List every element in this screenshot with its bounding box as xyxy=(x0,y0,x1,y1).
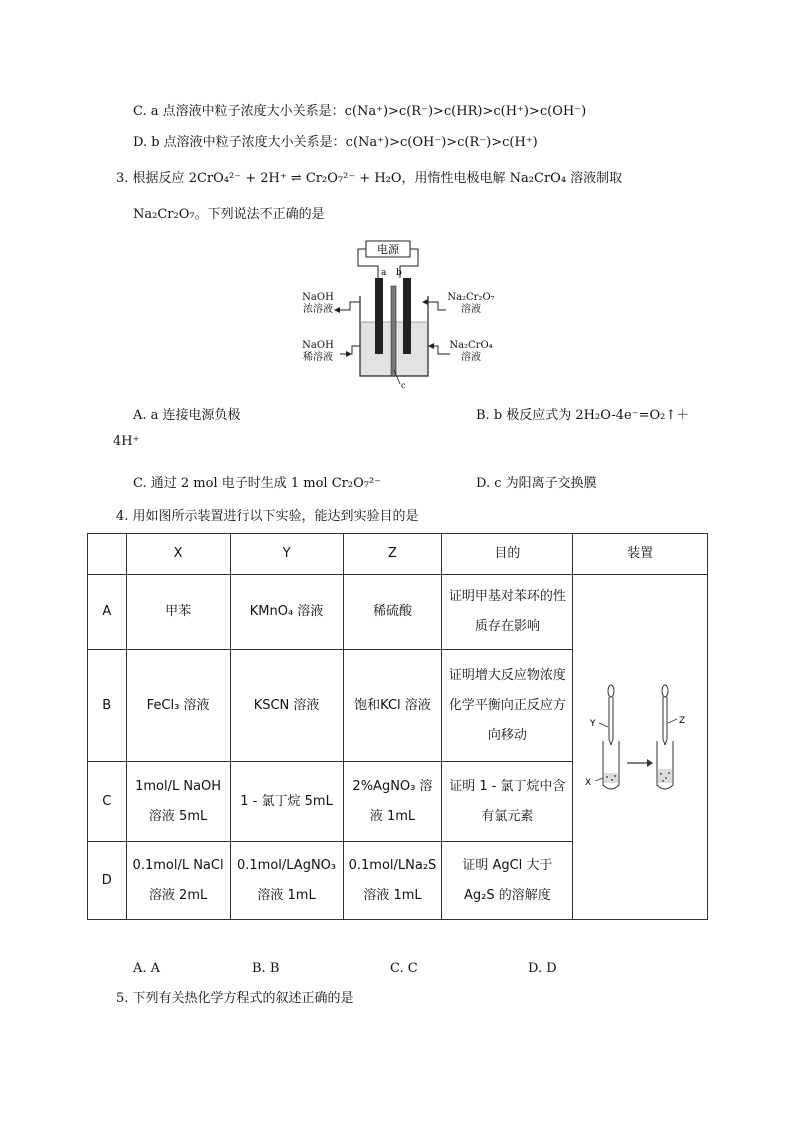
q4-header-y: Y xyxy=(230,534,343,575)
naoh-dilute-desc: 稀溶液 xyxy=(303,352,333,363)
naoh-conc-desc: 浓溶液 xyxy=(303,304,333,315)
table-row xyxy=(88,575,708,650)
power-label: 电源 xyxy=(377,243,399,256)
q4-device-cell xyxy=(573,575,708,920)
q4-answer-b: B. B xyxy=(252,961,280,976)
electrode-b-label: b xyxy=(396,268,402,278)
q4-row-a-y: KMnO₄ 溶液 xyxy=(230,575,343,650)
q4-header-device: 装置 xyxy=(573,534,708,575)
device-label-x: X xyxy=(585,778,592,788)
q4-row-a-label: A xyxy=(88,575,127,650)
electrode-a xyxy=(375,278,383,354)
q3-option-b-cont: 4H⁺ xyxy=(113,434,140,449)
na2cr2o7-formula: Na₂Cr₂O₇ xyxy=(447,292,495,303)
na2cr2o7-desc: 溶液 xyxy=(461,304,481,315)
q4-row-d-y: 0.1mol/LAgNO₃ 溶液 1mL xyxy=(230,842,343,920)
q4-header-x: X xyxy=(126,534,230,575)
q4-header-z: Z xyxy=(343,534,442,575)
q4-row-c-y: 1 - 氯丁烷 5mL xyxy=(230,762,343,842)
q3-stem-a: 根据反应 xyxy=(132,171,185,186)
q2-option-d: D. b 点溶液中粒子浓度大小关系是：c(Na⁺)>c(OH⁻)>c(R⁻)>c(H⁺) xyxy=(133,135,538,150)
q4-row-b-goal: 证明增大反应物浓度化学平衡向正反应方向移动 xyxy=(442,650,573,762)
q4-header-row xyxy=(88,534,708,575)
q4-row-b-z: 饱和KCl 溶液 xyxy=(343,650,442,762)
q5-stem: 5. 下列有关热化学方程式的叙述正确的是 xyxy=(116,991,354,1006)
membrane-label: c xyxy=(401,381,406,388)
q3-stem-b: ，用惰性电极电解 Na₂CrO₄ 溶液制取 xyxy=(401,171,623,186)
q4-row-d-x: 0.1mol/L NaCl 溶液 2mL xyxy=(126,842,230,920)
naoh-conc-formula: NaOH xyxy=(302,292,334,303)
test-tube-apparatus-diagram xyxy=(585,681,695,801)
q4-stem: 4. 用如图所示装置进行以下实验，能达到实验目的是 xyxy=(116,509,419,524)
device-label-z: Z xyxy=(679,716,686,726)
q4-row-c-goal: 证明 1 - 氯丁烷中含有氯元素 xyxy=(442,762,573,842)
q4-row-a-z: 稀硫酸 xyxy=(343,575,442,650)
q4-row-d-goal: 证明 AgCl 大于 Ag₂S 的溶解度 xyxy=(442,842,573,920)
q4-row-a-x: 甲苯 xyxy=(126,575,230,650)
naoh-dilute-label xyxy=(301,340,335,364)
q4-row-b-x: FeCl₃ 溶液 xyxy=(126,650,230,762)
q3-option-a: A. a 连接电源负极 xyxy=(133,408,241,423)
q4-row-d-z: 0.1mol/LNa₂S 溶液 1mL xyxy=(343,842,442,920)
naoh-conc-label xyxy=(301,292,335,316)
q4-header-goal: 目的 xyxy=(442,534,573,575)
na2cro4-formula: Na₂CrO₄ xyxy=(449,340,493,351)
q3-option-d: D. c 为阳离子交换膜 xyxy=(476,476,597,491)
q4-header-blank xyxy=(88,534,127,575)
na2cr2o7-label xyxy=(446,292,496,316)
q3-option-c: C. 通过 2 mol 电子时生成 1 mol Cr₂O₇²⁻ xyxy=(133,476,382,491)
q3-stem-line1 xyxy=(116,170,622,188)
q4-row-d-label: D xyxy=(88,842,127,920)
naoh-dilute-formula: NaOH xyxy=(302,340,334,351)
q4-row-c-z: 2%AgNO₃ 溶液 1mL xyxy=(343,762,442,842)
device-label-y: Y xyxy=(590,719,596,729)
q4-table xyxy=(87,533,708,920)
na2cro4-label xyxy=(446,340,496,364)
q4-answer-c: C. C xyxy=(390,961,418,976)
q4-answer-d: D. D xyxy=(528,961,557,976)
q3-option-b: B. b 极反应式为 2H₂O-4e⁻=O₂↑＋ xyxy=(476,408,690,423)
q4-row-a-goal: 证明甲基对苯环的性质存在影响 xyxy=(442,575,573,650)
q3-number: 3. xyxy=(116,171,129,186)
q4-row-c-x: 1mol/L NaOH 溶液 5mL xyxy=(126,762,230,842)
q3-equation: 2CrO₄²⁻ + 2H⁺ ⇌ Cr₂O₇²⁻ + H₂O xyxy=(188,171,402,186)
electrode-a-label: a xyxy=(381,268,387,278)
q3-stem-line2: Na₂Cr₂O₇。下列说法不正确的是 xyxy=(133,207,325,222)
q4-row-b-y: KSCN 溶液 xyxy=(230,650,343,762)
q4-row-c-label: C xyxy=(88,762,127,842)
ion-exchange-membrane xyxy=(391,286,396,376)
q2-option-c: C. a 点溶液中粒子浓度大小关系是：c(Na⁺)>c(R⁻)>c(HR)>c(H⁺)>c(OH⁻) xyxy=(133,104,587,119)
q4-row-b-label: B xyxy=(88,650,127,762)
na2cro4-desc: 溶液 xyxy=(461,352,481,363)
q4-answer-a: A. A xyxy=(133,961,161,976)
electrode-b xyxy=(403,278,411,354)
